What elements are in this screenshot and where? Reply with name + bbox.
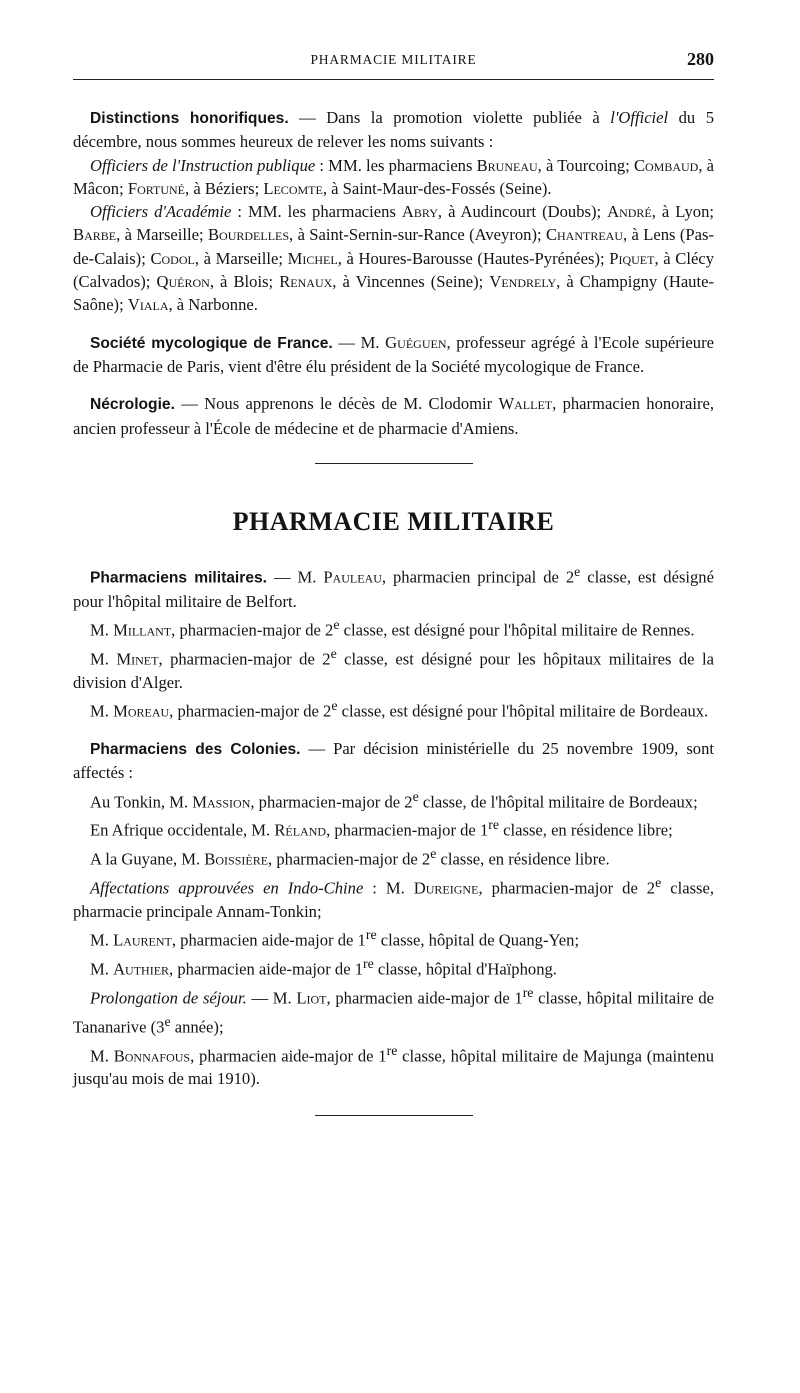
paragraph-bonnafous: [73, 1039, 714, 1091]
paragraph-afrique: [73, 813, 714, 842]
superscript: re: [363, 956, 374, 972]
paragraph-heading: Pharmaciens militaires.: [90, 569, 268, 587]
text: , pharmacien aide-major de 1: [171, 930, 366, 950]
person-name: Fortuné: [127, 178, 186, 198]
text: , pharmacien-major de 2: [158, 649, 331, 669]
person-name: Bruneau: [476, 155, 538, 175]
superscript: e: [655, 875, 662, 891]
text: , pharmacien-major de 2: [171, 620, 334, 640]
paragraph-indochine: [73, 871, 714, 923]
text: M.: [90, 1046, 114, 1066]
person-name: Renaux: [279, 272, 333, 292]
running-title: PHARMACIE MILITAIRE: [310, 52, 477, 67]
superscript: e: [333, 617, 340, 633]
text: M.: [90, 649, 117, 669]
person-name: Réland: [274, 821, 327, 841]
paragraph-distinctions: [73, 106, 714, 154]
text: , à Saint-Maur-des-Fossés (Seine).: [322, 178, 552, 198]
text: , à Clécy (Calvados);: [73, 248, 714, 292]
text: classe, pharmacie principale Annam-Tonkin;: [73, 878, 714, 921]
paragraph-authier: [73, 952, 714, 981]
text-italic: Affectations approuvées en Indo-Chine: [90, 878, 364, 898]
superscript: e: [574, 564, 581, 580]
text: , à Mâcon;: [73, 155, 715, 198]
superscript: re: [386, 1042, 398, 1058]
person-name: Piquet: [609, 248, 655, 268]
paragraph-heading: Société mycologique de France.: [90, 334, 333, 352]
paragraph-officiers-instruction: [73, 154, 714, 201]
text: , à Narbonne.: [168, 295, 258, 315]
text: , pharmacien-major de 2: [268, 849, 431, 869]
text: : MM. les pharmaciens: [231, 202, 402, 222]
text: Au Tonkin, M.: [90, 792, 193, 812]
person-name: Bourdelles: [207, 225, 290, 245]
text: classe, en résidence libre;: [499, 821, 673, 841]
text: , à Marseille;: [194, 248, 288, 268]
person-name: Guéguen: [385, 332, 447, 352]
text: En Afrique occidentale, M.: [90, 821, 275, 841]
text: — Nous apprenons le décès de M. Clodomir: [174, 394, 499, 414]
paragraph-heading: Pharmaciens des Colonies.: [90, 741, 301, 759]
person-name: Viala: [127, 295, 169, 315]
superscript: e: [330, 646, 337, 662]
paragraph-minet: [73, 642, 714, 694]
end-divider: [315, 1115, 473, 1116]
text: classe, hôpital d'Haïphong.: [373, 959, 557, 979]
person-name: Minet: [116, 649, 159, 669]
text: — M.: [246, 988, 297, 1008]
running-header: [73, 0, 714, 80]
text: , pharmacien-major de 2: [478, 878, 656, 898]
person-name: André: [607, 202, 652, 222]
person-name: Dureigne: [413, 878, 479, 898]
text: , pharmacien principal de 2: [381, 567, 575, 587]
paragraph-heading: Nécrologie.: [90, 396, 175, 414]
text: , pharmacien-major de 2: [169, 701, 332, 721]
paragraph-heading: Distinctions honorifiques.: [90, 110, 289, 127]
text: , à Lyon;: [651, 202, 715, 222]
person-name: Bonnafous: [113, 1046, 191, 1066]
person-name: Liot: [296, 988, 327, 1008]
person-name: Millant: [113, 620, 172, 640]
person-name: Combaud: [633, 155, 699, 175]
text: , pharmacien-major de 2: [250, 792, 413, 812]
text: , pharmacien aide-major de 1: [190, 1046, 387, 1066]
superscript: re: [488, 817, 499, 833]
paragraph-tonkin: [73, 785, 714, 814]
text: , pharmacien aide-major de 1: [326, 988, 523, 1008]
person-name: Moreau: [113, 701, 170, 721]
superscript: e: [430, 846, 437, 862]
paragraph-laurent: [73, 923, 714, 952]
header-rule: [73, 79, 714, 80]
paragraph-pharmaciens-colonies: [73, 737, 714, 785]
text: classe, en résidence libre.: [436, 849, 610, 869]
person-name: Lecomte: [263, 178, 323, 198]
superscript: re: [365, 927, 377, 943]
person-name: Michel: [287, 248, 338, 268]
person-name: Quéron: [156, 272, 210, 292]
text: classe, est désigné pour l'hôpital militaire de Belfort.: [73, 567, 714, 611]
paragraph-guyane: [73, 842, 714, 871]
person-name: Wallet: [498, 394, 553, 414]
person-name: Vendrely: [489, 272, 557, 292]
text: A la Guyane, M.: [90, 849, 205, 869]
text: classe, hôpital militaire de Majunga (maintenu jusqu'au mois de mai 1910).: [73, 1046, 714, 1089]
paragraph-millant: [73, 613, 714, 642]
text-italic: Prolongation de séjour.: [90, 988, 247, 1008]
text-italic: Officiers de l'Instruction publique: [90, 155, 316, 175]
person-name: Pauleau: [323, 567, 382, 587]
text: , pharmacien honoraire, ancien professeur à l'École de médecine et de pharmacie d'Amiens.: [73, 394, 714, 438]
text: , à Champigny (Haute-Saône);: [73, 272, 714, 315]
text: : MM. les pharmaciens: [315, 155, 477, 175]
superscript: re: [522, 984, 534, 1000]
person-name: Boissière: [204, 849, 269, 869]
article-body: [73, 106, 714, 1116]
person-name: Barbe: [73, 225, 117, 245]
text: classe, est désigné pour l'hôpital militaire de Bordeaux.: [337, 701, 709, 721]
text: classe, hôpital militaire de Tananarive (3: [73, 988, 714, 1037]
person-name: Abry: [401, 202, 438, 222]
text: , pharmacien-major de 1: [326, 821, 489, 841]
text: classe, de l'hôpital militaire de Bordeaux;: [418, 792, 698, 812]
text: , professeur agrégé à l'Ecole supérieure de Pharmacie de Paris, vient d'être élu président de la Société mycologique de France.: [73, 332, 714, 376]
text: M.: [90, 620, 114, 640]
text: classe, est désigné pour l'hôpital militaire de Rennes.: [339, 620, 695, 640]
paragraph-necrologie: [73, 392, 714, 440]
text: , à Tourcoing;: [537, 155, 634, 175]
paragraph-moreau: [73, 694, 714, 723]
person-name: Laurent: [113, 930, 172, 950]
text: , à Vincennes (Seine);: [332, 272, 490, 292]
person-name: Authier: [113, 959, 170, 979]
text: — Dans la promotion violette publiée à: [288, 108, 611, 127]
text: , à Béziers;: [185, 178, 264, 198]
text: , à Houres-Barousse (Hautes-Pyrénées);: [337, 248, 610, 268]
paragraph-pharmaciens-militaires: [73, 560, 714, 613]
text: , à Audincourt (Doubs);: [437, 202, 608, 222]
paragraph-officiers-academie: [73, 200, 714, 316]
text: , à Lens (Pas-de-Calais);: [73, 225, 714, 268]
paragraph-societe-mycologique: [73, 331, 714, 379]
text: classe, hôpital de Quang-Yen;: [376, 930, 580, 950]
text: classe, est désigné pour les hôpitaux militaires de la division d'Alger.: [73, 649, 714, 692]
section-divider: [315, 463, 473, 464]
person-name: Massion: [192, 792, 251, 812]
text: : M.: [363, 878, 414, 898]
text: , pharmacien aide-major de 1: [169, 959, 364, 979]
text: — M.: [332, 332, 386, 352]
person-name: Chantreau: [545, 225, 624, 245]
text: , à Marseille;: [116, 225, 208, 245]
superscript: e: [164, 1013, 171, 1029]
page-number: 280: [687, 49, 714, 69]
superscript: e: [412, 788, 419, 804]
text: M.: [90, 930, 114, 950]
section-title: PHARMACIE MILITAIRE: [232, 506, 555, 536]
text: année);: [170, 1017, 224, 1037]
text: , à Blois;: [209, 272, 280, 292]
text: — M.: [267, 567, 324, 587]
text-italic: l'Officiel: [610, 108, 669, 127]
text: M.: [90, 701, 114, 721]
person-name: Codol: [150, 248, 195, 268]
text-italic: Officiers d'Académie: [90, 202, 232, 222]
superscript: e: [331, 698, 338, 714]
paragraph-prolongation: [73, 981, 714, 1039]
text: M.: [90, 959, 114, 979]
text: , à Saint-Sernin-sur-Rance (Aveyron);: [289, 225, 546, 245]
text: — Par décision ministérielle du 25 novembre 1909, sont affectés :: [73, 739, 714, 783]
text: du 5 décembre, nous sommes heureux de relever les noms suivants :: [73, 108, 714, 152]
